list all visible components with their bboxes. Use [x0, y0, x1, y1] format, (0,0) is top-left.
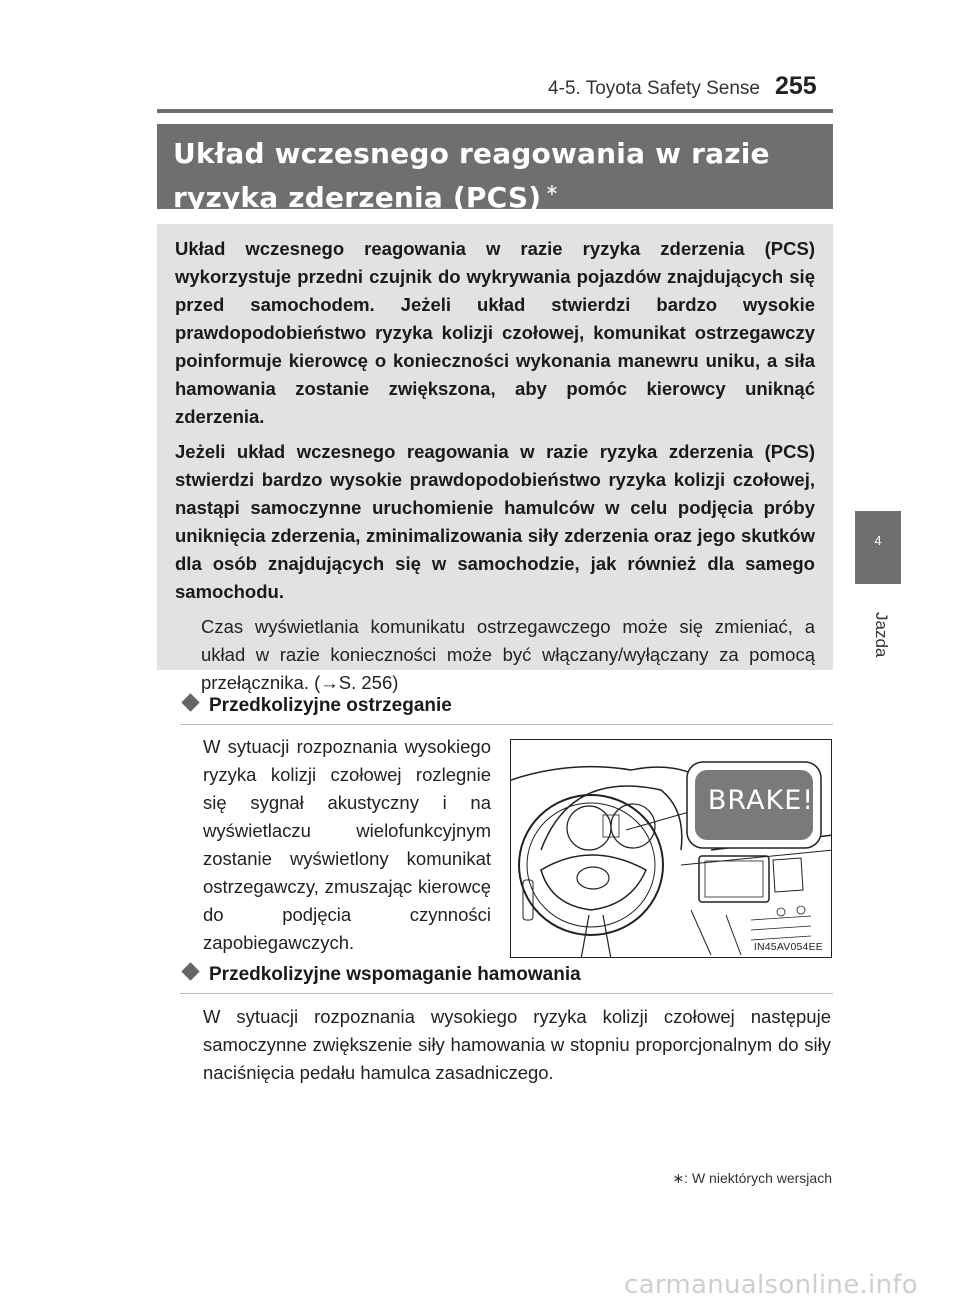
section-2-body: W sytuacji rozpoznania wysokiego ryzyka kolizji czołowej następuje samoczynne zwiększenie siły hamowania w stopniu proporcjonalnym do siły naciśnięcia pedału hamulca zasadniczego.: [203, 1006, 831, 1083]
dashboard-drawing: [511, 740, 832, 958]
header-section-title: 4-5. Toyota Safety Sense: [548, 78, 760, 99]
dashboard-illustration: [510, 739, 832, 958]
figure-code: IN45AV054EE: [753, 941, 823, 953]
intro-note: Czas wyświetlania komunikatu ostrzegawczego może się zmieniać, a układ w razie konieczności może być włączany/wyłączany za pomocą przełącznika. (→S. 256): [201, 616, 815, 693]
footnote-text: : W niektórych wersjach: [684, 1170, 832, 1186]
section-1-body: W sytuacji rozpoznania wysokiego ryzyka kolizji czołowej rozlegnie się sygnał akustyczny i na wyświetlaczu wielofunkcyjnym zostanie wyświetlony komunikat ostrzegawczy, zmuszając kierowcę do podjęcia czynności zapobiegawczych.: [203, 736, 491, 953]
chapter-tab-number: 4: [874, 533, 882, 548]
intro-paragraph-2: Jeżeli układ wczesnego reagowania w razie ryzyka zderzenia (PCS) stwierdzi bardzo wysokie prawdopodobieństwo ryzyka kolizji czołowej, nastąpi samoczynne uruchomienie hamulców w celu podjęcia próby uniknięcia zderzenia, zminimalizowania siły zderzenia oraz jego skutków dla osób znajdujących się w samochodzie, jak również dla samego samochodu.: [175, 441, 815, 602]
chapter-title-box: [157, 124, 833, 214]
watermark: carmanualsonline.info: [624, 1270, 919, 1300]
diamond-bullet-icon: [181, 962, 199, 980]
chapter-tab-label: Jazda: [872, 612, 891, 658]
brake-warning-text: BRAKE!: [707, 785, 815, 816]
footnote-marker: ∗: [672, 1170, 685, 1186]
intro-paragraph-1: Układ wczesnego reagowania w razie ryzyka zderzenia (PCS) wykorzystuje przedni czujnik do wykrywania pojazdów znajdujących się przed samochodem. Jeżeli układ stwierdzi bardzo wysokie prawdopodobieństwo ryzyka kolizji czołowej, komunikat ostrzegawczy poinformuje kierowcę o konieczności wykonania manewru uniku, a siła hamowania zostanie zwiększona, aby pomóc kierowcy uniknąć zderzenia.: [175, 238, 815, 427]
section-heading-warning-text: Przedkolizyjne ostrzeganie: [209, 695, 452, 716]
header-divider: [157, 109, 833, 113]
title-footnote-marker: ∗: [545, 180, 559, 199]
diamond-bullet-icon: [181, 693, 199, 711]
chapter-title: Układ wczesnego reagowania w razie ryzyka zderzenia (PCS): [173, 137, 770, 214]
section-heading-brake-assist-text: Przedkolizyjne wspomaganie hamowania: [209, 964, 581, 985]
intro-box: [157, 224, 833, 693]
page-number: 255: [775, 72, 817, 100]
footnote: [672, 1170, 832, 1187]
section-heading-warning: [180, 693, 833, 725]
section-heading-brake-assist: [180, 962, 833, 994]
